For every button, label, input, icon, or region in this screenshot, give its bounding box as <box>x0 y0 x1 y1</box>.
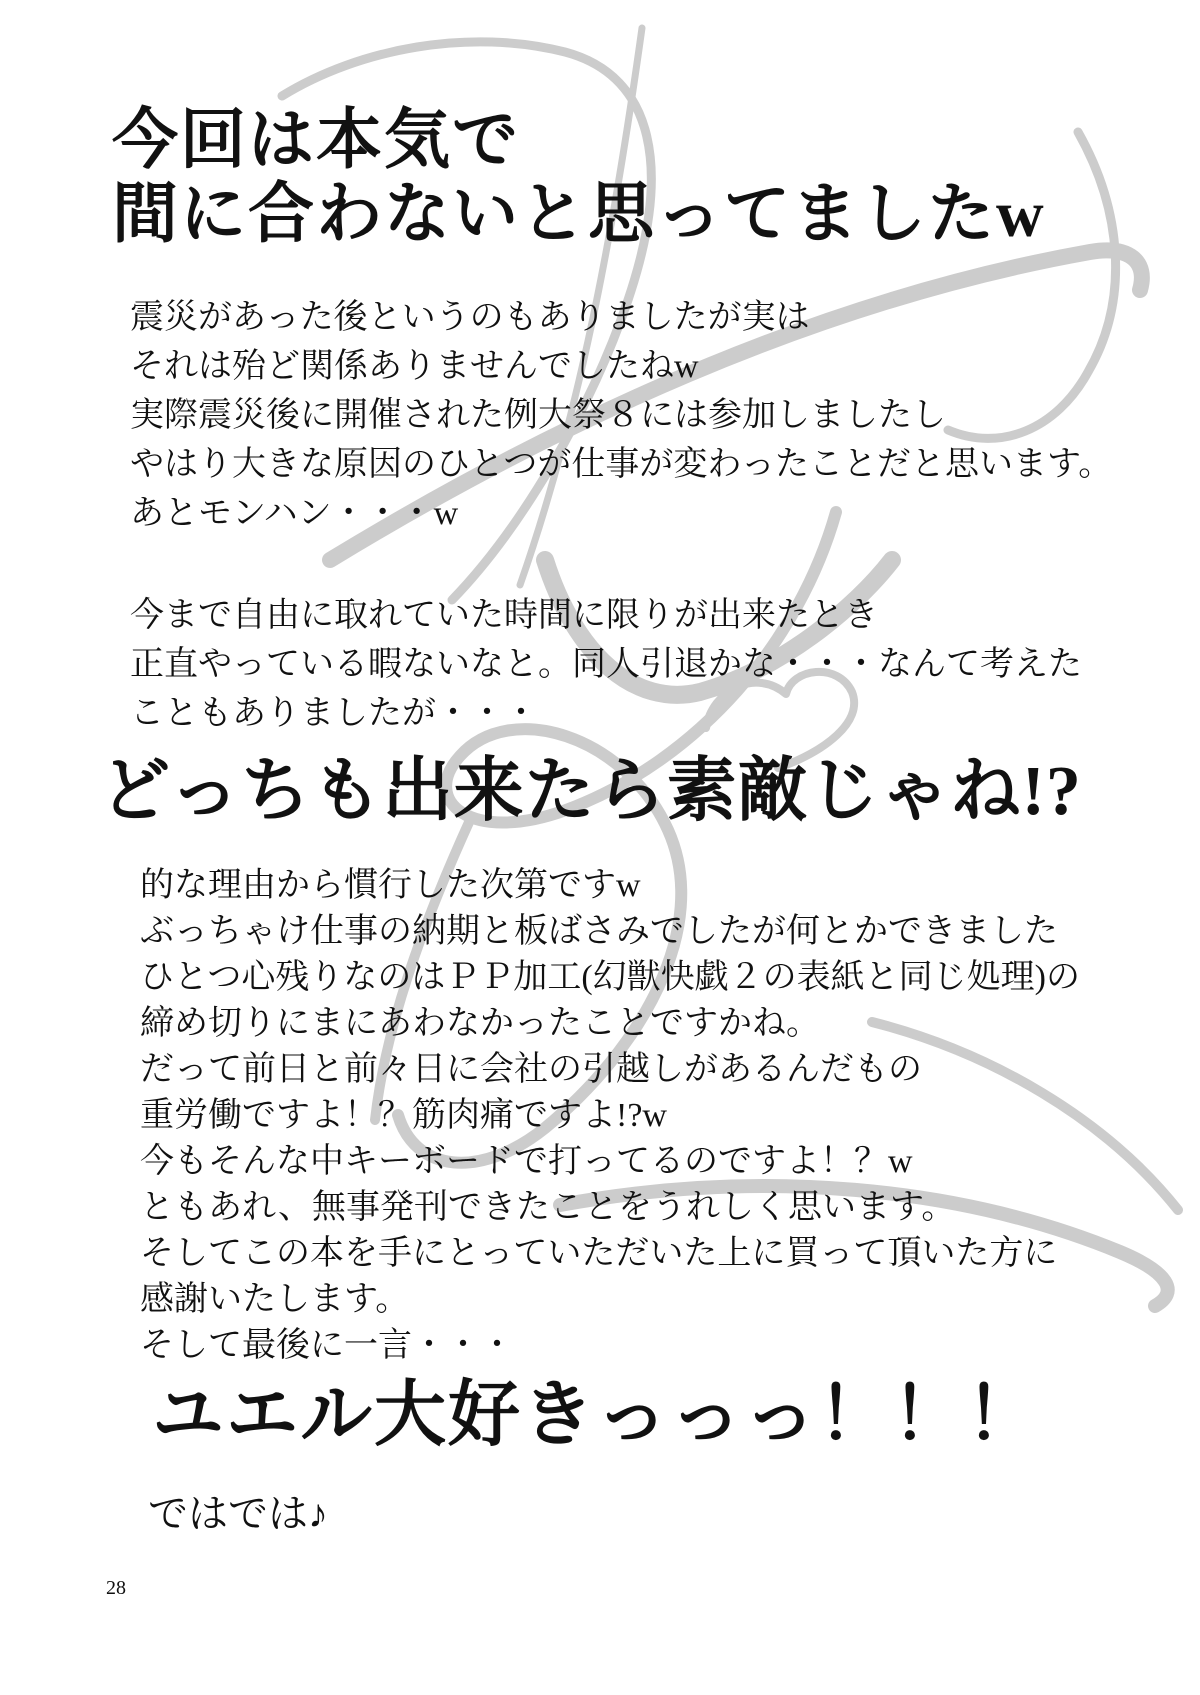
text-line: あとモンハン・・・w <box>130 495 459 532</box>
subheading <box>100 748 1082 836</box>
text-line: 今まで自由に取れていた時間に限りが出来たとき <box>130 597 878 634</box>
closing-text: ではでは♪ <box>148 1491 328 1536</box>
subheading-text: どっちも出来たら素敵じゃね!? <box>100 753 1082 830</box>
text-line: ともあれ、無事発刊できたことをうれしく思います。 <box>140 1189 956 1226</box>
text-line: それは殆ど関係ありませんでしたねw <box>130 348 699 385</box>
text-line: こともありましたが・・・ <box>130 695 538 732</box>
closing-line <box>148 1488 328 1540</box>
text-line: 的な理由から慣行した次第ですw <box>140 867 641 904</box>
text-line: そしてこの本を手にとっていただいた上に買って頂いた方に <box>140 1235 1058 1272</box>
paragraph-earthquake <box>130 293 1112 538</box>
text-line: だって前日と前々日に会社の引越しがあるんだもの <box>140 1051 922 1088</box>
paragraph-free-time <box>130 591 1082 738</box>
big-statement <box>152 1372 1040 1458</box>
text-line: 正直やっている暇ないなと。同人引退かな・・・なんて考えた <box>130 646 1082 683</box>
text-line: 震災があった後というのもありましたが実は <box>130 299 810 336</box>
text-line: 感謝いたします。 <box>140 1281 410 1318</box>
title-line-1: 今回は本気で <box>112 104 520 177</box>
paragraph-deadline <box>140 863 1080 1369</box>
page-number-text: 28 <box>106 1577 126 1599</box>
text-line: そして最後に一言・・・ <box>140 1327 514 1364</box>
text-line: 重労働ですよ！？筋肉痛ですよ!?w <box>140 1097 667 1134</box>
page-number <box>106 1576 126 1600</box>
text-line: ぶっちゃけ仕事の納期と板ばさみでしたが何とかできました <box>140 913 1058 950</box>
text-line: ひとつ心残りなのはＰＰ加工(幻獣快戯２の表紙と同じ処理)の <box>140 959 1080 996</box>
title-line-2: 間に合わないと思ってましたw <box>112 178 1046 251</box>
big-statement-text: ユエル大好きっっっ！！！ <box>152 1375 1041 1455</box>
text-line: やはり大きな原因のひとつが仕事が変わったことだと思います。 <box>130 446 1113 483</box>
title-heading <box>112 104 1046 252</box>
text-line: 実際震災後に開催された例大祭８には参加しましたし <box>130 397 946 434</box>
text-line: 今もそんな中キーボードで打ってるのですよ！？w <box>140 1143 913 1180</box>
text-line: 締め切りにまにあわなかったことですかね。 <box>140 1005 820 1042</box>
